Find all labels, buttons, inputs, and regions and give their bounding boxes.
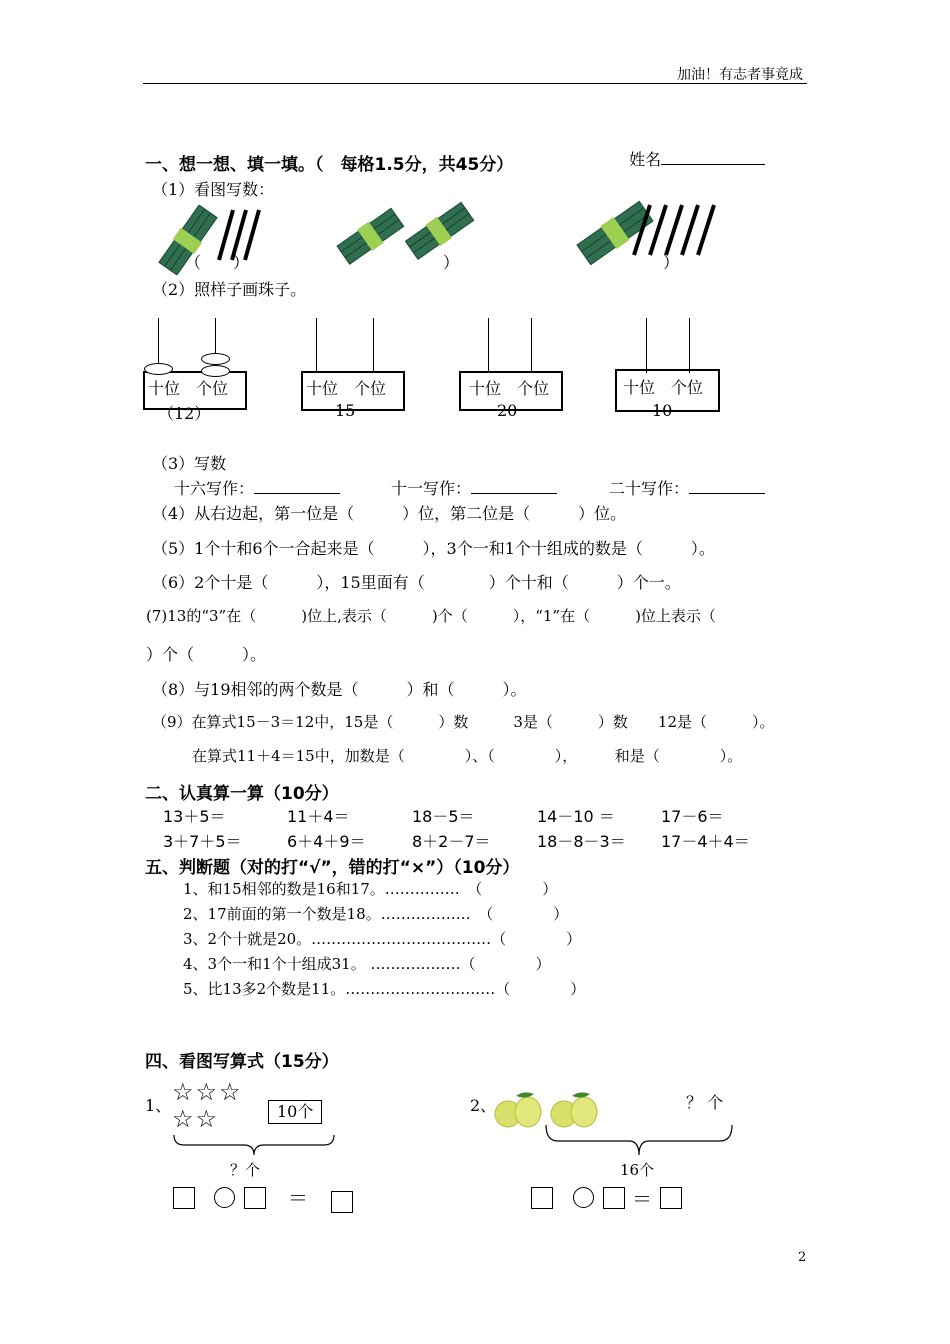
q3-label: （3）写数 [152,454,227,473]
calc-r2-5: 17－4＋4＝ [661,832,750,851]
abacus1-tens-bead [144,363,173,375]
abacus2-number: 15 [335,401,356,420]
p1-brace [172,1133,336,1158]
judge-item-3: 3、2个十就是20。………………………………（ ） [183,930,582,948]
calc-r2-4: 18－8－3＝ [537,832,626,851]
p2-question: ？ 个 [686,1093,724,1112]
q9-line-cont: 在算式11＋4＝15中，加数是（ ）、（ ）， 和是（ ）。 [192,747,743,765]
section2-title: 二、认真算一算（10分） [145,784,339,804]
p1-equals: ＝ [288,1186,308,1210]
name-field [619,128,765,170]
q3-item-1-label: 十六写作： [174,479,255,498]
calc-r1-1: 13＋5＝ [163,807,226,826]
calc-r2-3: 8＋2－7＝ [412,832,491,851]
q3-item-2-blank [471,476,557,494]
header-rule [143,83,807,84]
abacus3-number: 20 [497,401,518,420]
q3-item-3 [609,476,765,499]
q8-line: （8）与19相邻的两个数是（ ）和（ ）。 [152,680,527,699]
q1-answer-2: ） [443,253,460,272]
calc-r1-4: 14－10 ＝ [537,807,615,826]
name-blank [661,147,765,165]
q3-item-2 [391,476,557,499]
calc-r1-3: 18－5＝ [412,807,475,826]
q3-item-1-blank [254,476,340,494]
abacus1-label: 十位 个位 [148,379,229,398]
q2-label: （2）照样子画珠子。 [152,280,307,299]
calc-r2-1: 3＋7＋5＝ [163,832,242,851]
q6-line: （6）2个十是（ ），15里面有（ ）个十和（ ）个一。 [152,573,681,592]
judge-item-1: 1、和15相邻的数是16和17。…………… （ ） [183,880,558,898]
abacus1-ones-bead-1 [201,353,230,365]
q7-line-cont: ）个（ ）。 [146,645,267,664]
p2-brace [544,1123,734,1158]
section4-title: 四、看图写算式（15分） [145,1052,339,1072]
abacus4-tens-rod [646,318,647,373]
p1-number: 1、 [145,1096,172,1115]
q3-item-2-label: 十一写作： [391,479,472,498]
q1-label: （1）看图写数： [152,180,275,199]
abacus4-number: 10 [652,401,673,420]
p2-number: 2、 [470,1096,497,1115]
p1-answer-box-3 [331,1191,353,1213]
p1-answer-box-1 [173,1187,195,1209]
judge-item-4: 4、3个一和1个十组成31。 ………………（ ） [183,955,551,973]
q3-item-1 [174,476,340,499]
abacus2-label: 十位 个位 [306,379,387,398]
q3-item-3-blank [689,476,765,494]
p2-operator-circle [573,1187,594,1208]
abacus3-label: 十位 个位 [469,379,550,398]
p2-answer-box-1 [531,1187,553,1209]
p2-equals: ＝ [632,1187,652,1211]
judge-item-2: 2、17前面的第一个数是18。……………… （ ） [183,905,569,923]
q9-line: （9）在算式15－3＝12中，15是（ ）数 3是（ ）数 12是（ ）。 [152,713,775,731]
p2-answer-box-3 [660,1187,682,1209]
p1-operator-circle [214,1187,235,1208]
abacus2-ones-rod [373,318,374,373]
name-label: 姓名 [629,150,662,169]
p1-count-box: 10个 [268,1100,322,1124]
header-motto: 加油！有志者事竟成 [677,67,803,83]
abacus2-tens-rod [316,318,317,373]
q1-answer-1: （ ） [185,253,250,272]
p2-total: 16个 [620,1161,655,1179]
page-number: 2 [798,1250,807,1265]
calc-r2-2: 6＋4＋9＝ [287,832,366,851]
abacus4-ones-rod [689,318,690,373]
abacus3-ones-rod [531,318,532,373]
q4-line: （4）从右边起，第一位是（ ）位，第二位是（ ）位。 [152,504,627,523]
section5-title: 五、判断题（对的打“√”，错的打“×”）（10分） [145,858,520,878]
p1-answer-box-2 [244,1187,266,1209]
abacus1-number: （12） [158,404,211,423]
abacus4-label: 十位 个位 [623,378,704,397]
q5-line: （5）1个十和6个一合起来是（ ），3个一和1个十组成的数是（ ）。 [152,539,715,558]
q7-line: (7)13的“3”在（ )位上,表示（ )个（ ），“1”在（ )位上表示（ [146,607,716,625]
judge-item-5: 5、比13多2个数是11。…………………………（ ） [183,980,586,998]
calc-r1-2: 11＋4＝ [287,807,350,826]
q3-item-3-label: 二十写作： [609,479,690,498]
star-row-2: ☆☆ [172,1105,220,1133]
calc-r1-5: 17－6＝ [661,807,724,826]
section1-title: 一、想一想、填一填。（ 每格1.5分，共45分） [145,155,514,175]
q1-answer-3: ） [663,253,680,272]
p2-answer-box-2 [603,1187,625,1209]
abacus3-tens-rod [488,318,489,373]
star-row-1: ☆☆☆ [172,1078,243,1106]
p1-question: ？个 [230,1161,261,1179]
